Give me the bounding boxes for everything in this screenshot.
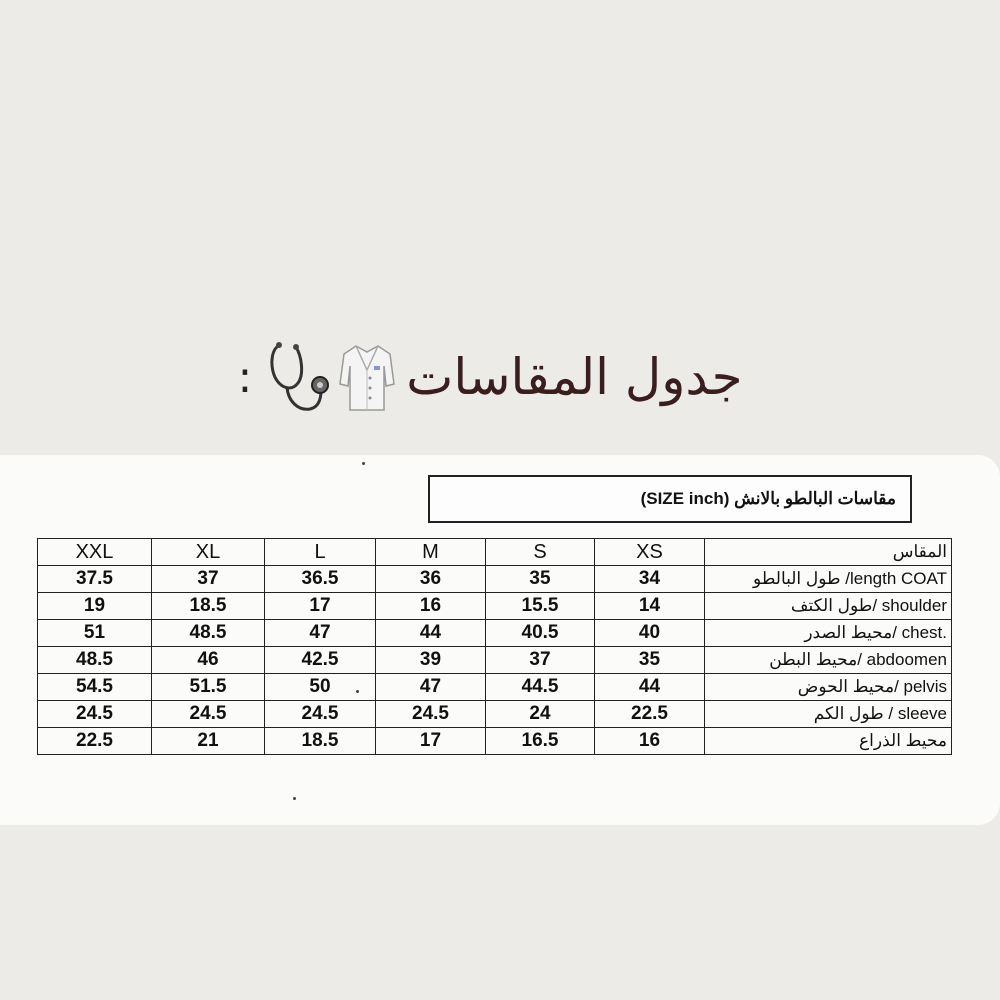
- table-row: [38, 647, 952, 674]
- row-label: طول الكم / sleeve: [705, 701, 952, 728]
- table-cell: 35: [595, 647, 705, 674]
- header-xs: XS: [595, 539, 705, 566]
- table-cell: 47: [265, 620, 376, 647]
- table-cell: 48.5: [38, 647, 152, 674]
- table-cell: 18.5: [265, 728, 376, 755]
- row-label: محيط الصدر/ chest.: [705, 620, 952, 647]
- table-cell: 36: [376, 566, 486, 593]
- caption-text: مقاسات البالطو بالانش (SIZE inch): [640, 489, 896, 508]
- table-cell: 50: [265, 674, 376, 701]
- scan-dot: [293, 797, 296, 800]
- table-cell: 18.5: [152, 593, 265, 620]
- table-cell: 44.5: [486, 674, 595, 701]
- table-cell: 40: [595, 620, 705, 647]
- table-cell: 24.5: [152, 701, 265, 728]
- heading-icons: [266, 339, 396, 415]
- table-cell: 47: [376, 674, 486, 701]
- page-title: جدول المقاسات: [406, 348, 743, 406]
- table-cell: 17: [265, 593, 376, 620]
- size-table: [37, 538, 952, 755]
- table-cell: 37: [152, 566, 265, 593]
- table-cell: 19: [38, 593, 152, 620]
- table-cell: 34: [595, 566, 705, 593]
- table-cell: 37: [486, 647, 595, 674]
- row-label: طول البالطو /length COAT: [705, 566, 952, 593]
- table-cell: 46: [152, 647, 265, 674]
- header-xxl: XXL: [38, 539, 152, 566]
- stethoscope-icon: [266, 339, 336, 415]
- table-cell: 22.5: [595, 701, 705, 728]
- row-label: محيط الذراع: [705, 728, 952, 755]
- caption-box: [428, 475, 912, 523]
- header-measurement: المقاس: [705, 539, 952, 566]
- table-cell: 24: [486, 701, 595, 728]
- table-cell: 44: [376, 620, 486, 647]
- table-cell: 17: [376, 728, 486, 755]
- table-cell: 51: [38, 620, 152, 647]
- table-cell: 37.5: [38, 566, 152, 593]
- table-cell: 16: [595, 728, 705, 755]
- table-cell: 14: [595, 593, 705, 620]
- table-row: [38, 701, 952, 728]
- table-row: [38, 620, 952, 647]
- table-cell: 40.5: [486, 620, 595, 647]
- table-cell: 24.5: [38, 701, 152, 728]
- header-s: S: [486, 539, 595, 566]
- table-cell: 15.5: [486, 593, 595, 620]
- table-cell: 42.5: [265, 647, 376, 674]
- table-cell: 51.5: [152, 674, 265, 701]
- table-row: [38, 674, 952, 701]
- row-label: محيط الحوض/ pelvis: [705, 674, 952, 701]
- scan-dot: [362, 462, 365, 465]
- table-row: [38, 728, 952, 755]
- header-xl: XL: [152, 539, 265, 566]
- table-cell: 24.5: [376, 701, 486, 728]
- table-row: [38, 593, 952, 620]
- page-heading: [210, 322, 770, 432]
- table-cell: 48.5: [152, 620, 265, 647]
- table-cell: 44: [595, 674, 705, 701]
- header-l: L: [265, 539, 376, 566]
- table-cell: 24.5: [265, 701, 376, 728]
- table-cell: 35: [486, 566, 595, 593]
- row-label: محيط البطن/ abdoomen: [705, 647, 952, 674]
- table-cell: 16: [376, 593, 486, 620]
- table-cell: 36.5: [265, 566, 376, 593]
- table-row: [38, 566, 952, 593]
- header-m: M: [376, 539, 486, 566]
- lab-coat-icon: [338, 342, 396, 412]
- table-cell: 16.5: [486, 728, 595, 755]
- row-label: طول الكتف/ shoulder: [705, 593, 952, 620]
- table-header-row: [38, 539, 952, 566]
- table-cell: 39: [376, 647, 486, 674]
- table-cell: 22.5: [38, 728, 152, 755]
- table-cell: 54.5: [38, 674, 152, 701]
- heading-colon: :: [237, 351, 253, 403]
- table-cell: 21: [152, 728, 265, 755]
